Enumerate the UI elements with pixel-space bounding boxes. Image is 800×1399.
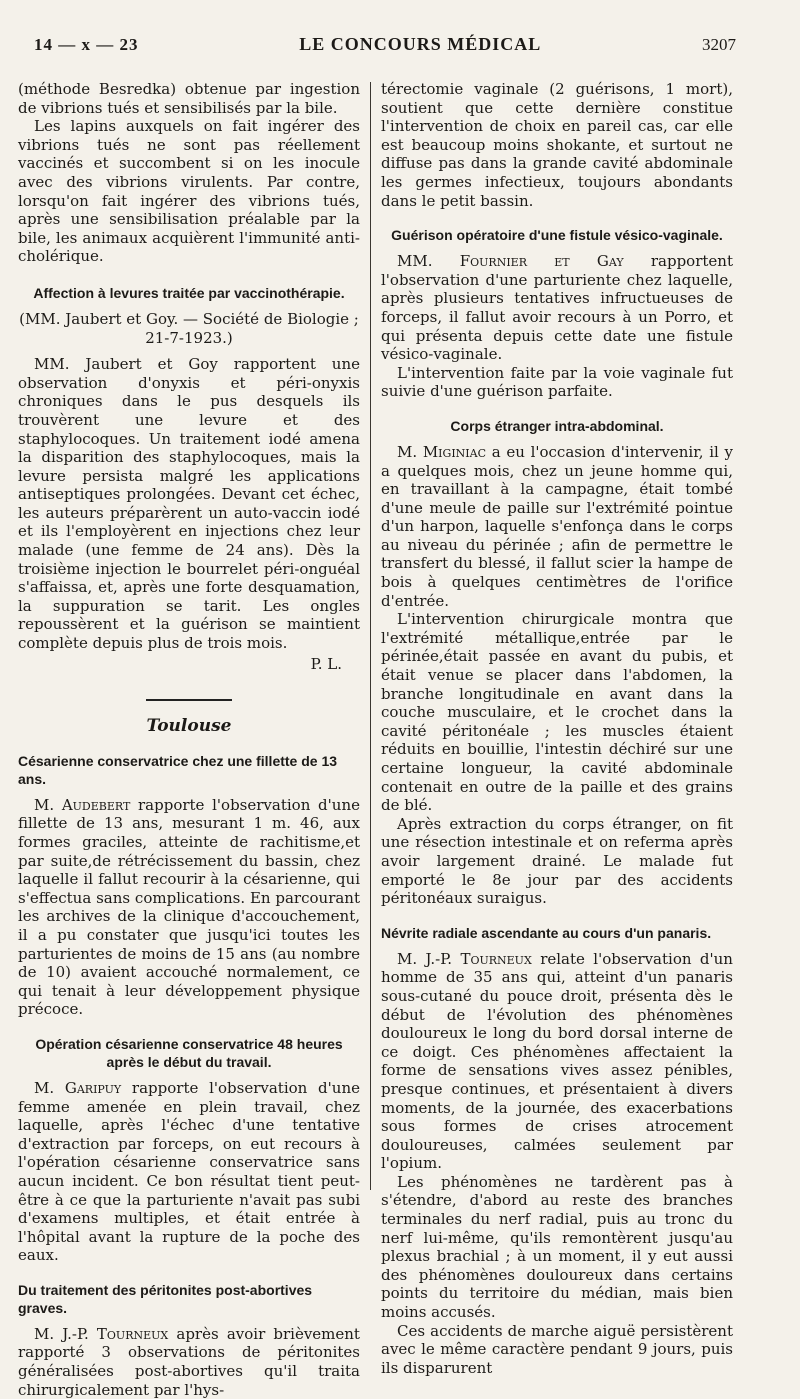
paragraph: Les phénomènes ne tardèrent pas à s'étendre, d'abord au reste des branches terminales du nerf radial, puis au tronc du nerf lui-même, qu'ils remontèrent jusqu'au plexus brachial ; à un moment, il y eut aussi des phénomènes douloureux dans certains points du territoire du médian, mais bien moins accusés. bbox=[381, 1172, 733, 1322]
paragraph-text: après avoir brièvement rapporté 3 observations de péritonites généralisées post-abortives qu'il traita chirurgicalement par l'hys- bbox=[18, 1324, 360, 1399]
section-heading-fistule: Guérison opératoire d'une fistule vésico-vaginale. bbox=[391, 227, 723, 244]
author-name: M. J.-P. Tourneux bbox=[397, 949, 532, 968]
journal-title: LE CONCOURS MÉDICAL bbox=[299, 34, 542, 54]
right-column bbox=[381, 80, 733, 1377]
paragraph-text: a eu l'occasion d'intervenir, il y a quelques mois, chez un jeune homme qui, en travaillant à la campagne, était tombé d'une meule de paille sur l'extrémité pointue d'un harpon, laquelle s'enfonça dans le corps au niveau du périnée ; afin de permettre le transfert du blessé, il fallut scier la hampe de bois à quelques centimètres de l'orifice d'entrée. bbox=[381, 442, 733, 610]
page-number: 3207 bbox=[702, 35, 736, 54]
section-heading-nevrite: Névrite radiale ascendante au cours d'un panaris. bbox=[381, 924, 712, 941]
paragraph: (méthode Besredka) obtenue par ingestion de vibrions tués et sensibilisés par la bile. bbox=[18, 80, 360, 117]
section-heading-operation: Opération césarienne conservatrice 48 heures après le début du travail. bbox=[35, 1035, 343, 1070]
paragraph-text: rapportent l'observation d'une parturiente chez laquelle, après plusieurs tentatives infructueuses de forceps, il fallut avoir recours à un Porro, et qui présenta depuis cette date une fistule vésico-vaginale. bbox=[381, 252, 733, 364]
city-heading: Toulouse bbox=[146, 716, 232, 737]
paragraph: L'intervention faite par la voie vaginale fut suivie d'une guérison parfaite. bbox=[381, 363, 733, 401]
paragraph: Après extraction du corps étranger, on fit une résection intestinale et on referma après avoir largement drainé. Le malade fut emporté le 8e jour par des accidents péritonéaux suraigus. bbox=[381, 814, 733, 908]
signature: P. L. bbox=[310, 654, 342, 673]
paragraph bbox=[381, 252, 733, 364]
paragraph-text: relate l'observation d'un homme de 35 ans qui, atteint d'un panaris sous-cutané du pouce droit, présenta dès le début de l'évolution des phénomènes douloureux le long du bord dorsal interne de ce doigt. Ces phénomènes affectaient la forme de sensations vives assez pénibles, presque continues, et présentaient à divers moments, de la journée, des exacerbations sous formes de crises atrocement douloureuses, calmées seulement par l'opium. bbox=[381, 949, 733, 1173]
column-divider bbox=[370, 82, 371, 1190]
author-name: M. Miginiac bbox=[397, 442, 486, 461]
paragraph-text: rapporte l'observation d'une femme amenée en plein travail, chez laquelle, après l'échec d'une tentative d'extraction par forceps, on eut recours à l'opération césarienne conservatrice sans aucun incident. Ce bon résultat tient peut-être à ce que la parturiente n'avait pas subi d'examens multiples, et était entrée à l'hôpital avant la rupture de la poche des eaux. bbox=[18, 1078, 360, 1265]
paragraph bbox=[381, 443, 733, 610]
section-heading-cesarienne: Césarienne conservatrice chez une fillette de 13 ans. bbox=[18, 752, 338, 787]
paragraph: Les lapins auxquels on fait ingérer des vibrions tués ne sont pas réellement vaccinés et succombent si on les inocule avec des vibrions virulents. Par contre, lorsqu'on fait ingérer des vibrions tués, après une sensibilisation préalable par la bile, les animaux acquièrent l'immunité anti-cholérique. bbox=[18, 117, 360, 266]
paragraph: L'intervention chirurgicale montra que l'extrémité métallique,entrée par le périnée,était passée en avant du pubis, et était venue se placer dans l'abdomen, la branche longitudinale en avant dans la couche musculaire, et le crochet dans la cavité péritonéale ; les muscles étaient réduits en bouillie, l'intestin déchiré sur une certaine longueur, la cavité abdominale contenait en outre de la paille et des grains de blé. bbox=[381, 610, 733, 815]
paragraph bbox=[18, 1079, 360, 1265]
left-column bbox=[18, 80, 360, 1399]
paragraph-text: rapporte l'observation d'une fillette de 13 ans, mesurant 1 m. 46, aux formes graciles, atteinte de rachitisme,et par suite,de rétrécissement du bassin, chez laquelle il fallut recourir à la césarienne, qui s'effectua sans complications. En parcourant les archives de la clinique d'accouchement, il a pu constater que jusqu'ici toutes les parturientes de moins de 15 ans (au nombre de 10) avaient accouché normalement, ce qui tenait à leur développement physique précoce. bbox=[18, 795, 360, 1019]
paragraph bbox=[18, 796, 360, 1019]
section-heading-corps: Corps étranger intra-abdominal. bbox=[450, 417, 664, 434]
section-heading-peritonites: Du traitement des péritonites post-abortives graves. bbox=[18, 1281, 313, 1316]
author-name: M. Audebert bbox=[34, 795, 131, 814]
author-name: M. J.-P. Tourneux bbox=[34, 1324, 169, 1343]
author-name: M. Garipuy bbox=[34, 1078, 122, 1097]
page-header bbox=[34, 34, 736, 62]
paragraph: Ces accidents de marche aiguë persistèrent avec le même caractère pendant 9 jours, puis ils disparurent bbox=[381, 1321, 733, 1377]
section-heading-affection: Affection à levures traitée par vaccinothérapie. bbox=[33, 284, 345, 301]
paragraph: térectomie vaginale (2 guérisons, 1 mort), soutient que cette dernière constitue l'intervention de choix en pareil cas, car elle est beaucoup moins shokante, et surtout ne diffuse pas dans la grande cavité abdominale les germes infectieux, toujours abondants dans le petit bassin. bbox=[381, 80, 733, 210]
citation: (MM. Jaubert et Goy. — Société de Biologie ; 21-7-1923.) bbox=[19, 309, 359, 347]
section-rule bbox=[146, 699, 232, 701]
paragraph bbox=[18, 1325, 360, 1399]
paragraph: MM. Jaubert et Goy rapportent une observation d'onyxis et péri-onyxis chroniques dans le pus desquels ils trouvèrent une levure et des staphylocoques. Un traitement iodé amena la disparition des staphylocoques, mais la levure persista malgré les applications antiseptiques prolongées. Devant cet échec, les auteurs préparèrent un auto-vaccin iodé et ils l'employèrent en injections chez leur malade (une femme de 24 ans). Dès la troisième injection le bourrelet péri-onguéal s'affaissa, et, après une forte desquamation, la suppuration se tarit. Les ongles repoussèrent et la guérison se maintient complète depuis plus de trois mois. bbox=[18, 355, 360, 653]
issue-number: 14 — x — 23 bbox=[34, 35, 139, 54]
author-name: MM. Fournier et Gay bbox=[397, 252, 624, 271]
paragraph bbox=[381, 950, 733, 1173]
